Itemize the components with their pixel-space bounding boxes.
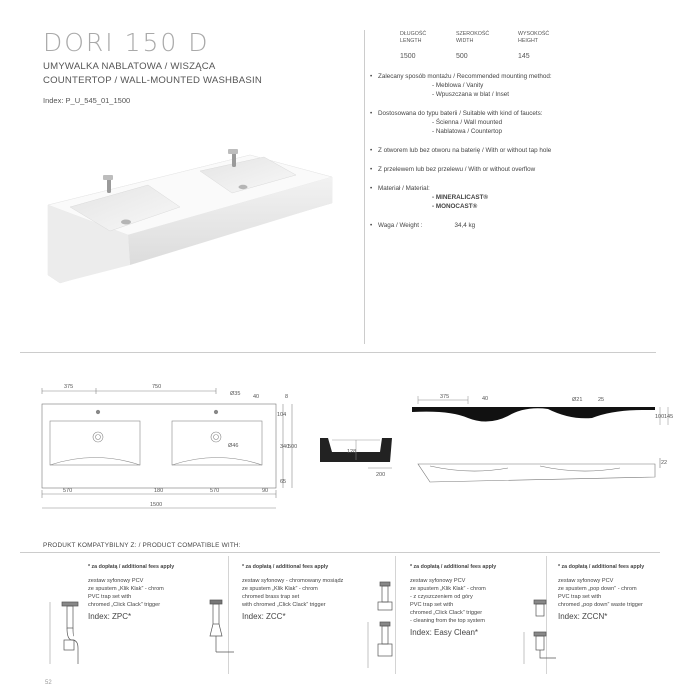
product-index: Index: P_U_545_01_1500 [43, 96, 131, 105]
spec-overflow [370, 165, 660, 174]
dim-label: 40 [253, 394, 260, 400]
front-view-drawing [418, 458, 660, 482]
dim-label: 25 [598, 397, 605, 403]
dim-label: 180 [154, 488, 164, 494]
item-line: chromed „pop down” waste trigger [558, 602, 643, 608]
dim-label: 65 [280, 479, 287, 485]
dim-label: 40 [482, 396, 489, 402]
dim-label: 500 [288, 444, 298, 450]
spec-faucet-opt: - Nablatowa / Countertop [432, 128, 503, 135]
item-line: ze spustem „Klik Klak” - chrom [410, 586, 486, 592]
bullet-icon: • [370, 222, 373, 229]
spec-material-opt: - MINERALICAST® [432, 194, 489, 201]
dim-width [456, 31, 489, 60]
item-index: Index: ZPC* [88, 612, 132, 621]
dim-height-label-pl: WYSOKOŚĆ [518, 31, 550, 37]
dim-length-label-pl: DŁUGOŚĆ [400, 31, 427, 37]
spec-faucet [370, 109, 660, 136]
vertical-divider [364, 30, 365, 344]
dim-label: 90 [262, 488, 269, 494]
dim-width-label-en: WIDTH [456, 38, 474, 44]
spec-faucet-label: Dostosowana do typu baterii / Suitable with kind of faucets: [378, 110, 543, 117]
trap-easy-clean-icon [364, 578, 404, 672]
dim-height-label-en: HEIGHT [518, 38, 539, 44]
bullet-icon: • [370, 185, 373, 192]
dim-length-value: 1500 [400, 53, 416, 60]
compatible-item-zcc [242, 563, 343, 621]
top-view-drawing [42, 388, 292, 508]
item-line: zestaw syfonowy PCV [558, 578, 614, 584]
dim-label: 1500 [150, 502, 163, 508]
dim-width-value: 500 [456, 53, 468, 60]
dim-height-value: 145 [518, 53, 530, 60]
subtitle-line-2: COUNTERTOP / WALL-MOUNTED WASHBASIN [43, 74, 262, 86]
compatible-item-easy-clean [410, 563, 496, 637]
trap-zccn-icon [518, 596, 558, 670]
compatible-item-zpc [88, 563, 174, 621]
item-line: PVC trap set with [88, 594, 132, 600]
spec-material-opt: - MONOCAST® [432, 203, 478, 210]
spec-faucet-opt: - Ścienna / Wall mounted [432, 119, 503, 126]
spec-tap-hole-label: Z otworem lub bez otworu na baterię / With or without tap hole [378, 147, 552, 154]
item-line: chromed „Click Clack” trigger [88, 602, 161, 608]
compatible-divider [20, 552, 660, 553]
dim-label: 100 [655, 414, 665, 420]
spec-material [370, 184, 660, 211]
spec-material-label: Materiał / Material: [378, 185, 430, 192]
dim-length-label-en: LENGTH [400, 38, 422, 44]
item-line: - cleaning from the top system [410, 618, 485, 624]
technical-drawing [0, 380, 700, 530]
spec-mounting-label: Zalecany sposób montażu / Recommended mounting method: [378, 73, 552, 80]
dim-label: 375 [64, 384, 74, 390]
item-line: chromed brass trap set [242, 594, 300, 600]
fee-note: * za dopłatą / additional fees apply [410, 564, 497, 570]
spec-tap-hole [370, 146, 660, 155]
subtitle-line-1: UMYWALKA NABLATOWA / WISZĄCA [43, 61, 216, 72]
trap-zpc-icon [44, 596, 84, 670]
item-line: ze spustem „pop down” - chrom [558, 586, 637, 592]
fee-note: * za dopłatą / additional fees apply [558, 564, 645, 570]
fee-note: * za dopłatą / additional fees apply [88, 564, 175, 570]
item-line: zestaw syfonowy PCV [410, 578, 466, 584]
item-line: chromed „Click Clack” trigger [410, 610, 483, 616]
side-view-drawing [412, 396, 668, 425]
spec-weight [370, 221, 660, 230]
dim-label: 104 [277, 412, 287, 418]
horizontal-divider [20, 352, 656, 353]
trap-zcc-icon [196, 596, 236, 670]
item-line: ze spustem „Klik Klak” - chrom [88, 586, 164, 592]
dim-length [400, 31, 426, 60]
dim-label: 375 [440, 394, 450, 400]
item-line: PVC trap set with [558, 594, 602, 600]
dim-label: 22 [661, 460, 668, 466]
fee-note: * za dopłatą / additional fees apply [242, 564, 329, 570]
spec-overflow-label: Z przelewem lub bez przelewu / With or without overflow [378, 166, 536, 173]
bullet-icon: • [370, 110, 373, 117]
spec-list [370, 72, 660, 240]
dim-label: 340 [280, 444, 290, 450]
compatible-heading: PRODUKT KOMPATYBILNY Z: / PRODUCT COMPATIBLE WITH: [43, 542, 241, 549]
spec-mounting-opt: - Meblowa / Vanity [432, 82, 484, 89]
spec-weight-label: Waga / Weight : [378, 222, 423, 229]
item-line: PVC trap set with [410, 602, 454, 608]
product-subtitle [43, 60, 262, 87]
dim-label: 750 [152, 384, 162, 390]
item-line: - z czyszczeniem od góry [410, 594, 473, 600]
item-line: with chromed „Click Clack” trigger [242, 602, 326, 608]
dim-label: 145 [664, 414, 674, 420]
compatible-item-zccn [558, 563, 644, 621]
bullet-icon: • [370, 147, 373, 154]
item-line: zestaw syfonowy - chromowany mosiądz [242, 578, 344, 584]
item-index: Index: Easy Clean* [410, 628, 479, 637]
dim-width-label-pl: SZEROKOŚĆ [456, 31, 490, 37]
dim-label: 8 [285, 394, 289, 400]
spec-mounting [370, 72, 660, 99]
dim-label: 200 [376, 472, 386, 478]
spec-mounting-opt: - Wpuszczana w blat / Inset [432, 91, 509, 98]
bullet-icon: • [370, 73, 373, 80]
dim-label: 570 [210, 488, 220, 494]
dim-label: 128 [347, 449, 357, 455]
dim-label: 570 [63, 488, 73, 494]
washbasin-image [40, 135, 340, 295]
product-title: DORI 150 D [43, 28, 210, 57]
item-line: zestaw syfonowy PCV [88, 578, 144, 584]
dim-label: Ø46 [228, 443, 239, 449]
item-index: Index: ZCCN* [558, 612, 608, 621]
item-line: ze spustem „Klik Klak” - chrom [242, 586, 318, 592]
dim-label: Ø35 [230, 391, 241, 397]
page-number: 52 [45, 680, 52, 686]
dim-height [518, 31, 549, 60]
spec-weight-value: 34,4 kg [454, 222, 476, 229]
bullet-icon: • [370, 166, 373, 173]
item-index: Index: ZCC* [242, 612, 286, 621]
dim-label: Ø21 [572, 397, 583, 403]
